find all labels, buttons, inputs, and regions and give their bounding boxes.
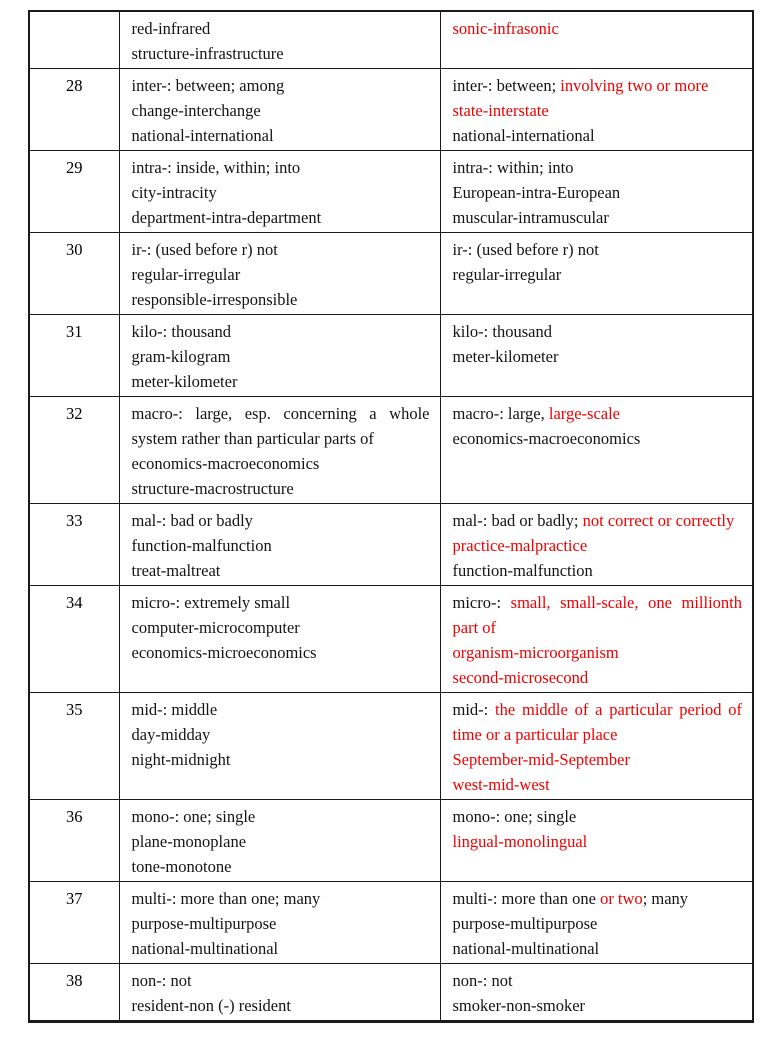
old-definition-cell	[119, 504, 440, 586]
text-line	[132, 98, 430, 123]
plain-text: change-interchange	[131, 101, 261, 120]
row-number: 35	[66, 700, 83, 719]
text-line	[453, 558, 743, 583]
plain-text: ir-: (used before r) not	[131, 240, 278, 259]
text-line	[453, 772, 743, 797]
changed-text: practice-malpractice	[452, 536, 588, 555]
row-number: 33	[66, 511, 83, 530]
prefix-comparison-table	[28, 10, 754, 1023]
table-body	[29, 11, 753, 1022]
plain-text: regular-irregular	[452, 265, 562, 284]
changed-text: September-mid-September	[452, 750, 630, 769]
row-number: 29	[66, 158, 83, 177]
plain-text: intra-: inside, within; into	[131, 158, 301, 177]
row-number-cell	[29, 586, 119, 693]
text-line	[453, 319, 743, 344]
plain-text: mal-: bad or badly	[131, 511, 253, 530]
text-line	[132, 180, 430, 205]
new-definition-cell	[440, 882, 753, 964]
changed-text: involving two or more	[560, 76, 709, 95]
text-line	[132, 508, 430, 533]
old-definition-cell	[119, 11, 440, 69]
plain-text: purpose-multipurpose	[452, 914, 598, 933]
plain-text: mid-:	[452, 700, 496, 719]
old-definition-cell	[119, 882, 440, 964]
plain-text: non-: not	[452, 971, 513, 990]
new-definition-cell	[440, 151, 753, 233]
plain-text: muscular-intramuscular	[452, 208, 609, 227]
plain-text: department-intra-department	[131, 208, 322, 227]
text-line	[132, 590, 430, 615]
plain-text: function-malfunction	[131, 536, 272, 555]
plain-text: ir-: (used before r) not	[452, 240, 599, 259]
plain-text: resident-non (-) resident	[131, 996, 291, 1015]
plain-text: meter-kilometer	[452, 347, 559, 366]
table-row	[29, 800, 753, 882]
text-line	[453, 590, 743, 640]
new-definition-cell	[440, 964, 753, 1022]
plain-text: city-intracity	[131, 183, 217, 202]
plain-text: national-international	[131, 126, 274, 145]
row-number: 38	[66, 971, 83, 990]
text-line	[132, 41, 430, 66]
text-line	[132, 615, 430, 640]
table-row	[29, 504, 753, 586]
plain-text: national-multinational	[452, 939, 600, 958]
text-line	[132, 237, 430, 262]
text-line	[132, 155, 430, 180]
plain-text: meter-kilometer	[131, 372, 238, 391]
text-line	[453, 829, 743, 854]
text-line	[132, 16, 430, 41]
new-definition-cell	[440, 233, 753, 315]
text-line	[132, 640, 430, 665]
plain-text: regular-irregular	[131, 265, 241, 284]
text-line	[132, 73, 430, 98]
row-number-cell	[29, 504, 119, 586]
plain-text: mono-: one; single	[452, 807, 577, 826]
text-line	[132, 287, 430, 312]
text-line	[453, 401, 743, 426]
table-row	[29, 315, 753, 397]
new-definition-cell	[440, 800, 753, 882]
changed-text: organism-microorganism	[452, 643, 619, 662]
plain-text: national-multinational	[131, 939, 279, 958]
text-line	[132, 319, 430, 344]
plain-text: multi-: more than one; many	[131, 889, 321, 908]
text-line	[132, 123, 430, 148]
new-definition-cell	[440, 11, 753, 69]
plain-text: mal-: bad or badly;	[452, 511, 583, 530]
old-definition-cell	[119, 800, 440, 882]
changed-text: not correct or correctly	[582, 511, 735, 530]
plain-text: tone-monotone	[131, 857, 232, 876]
table-row	[29, 151, 753, 233]
plain-text: ; many	[642, 889, 689, 908]
row-number: 37	[66, 889, 83, 908]
plain-text: responsible-irresponsible	[131, 290, 298, 309]
plain-text: micro-: extremely small	[131, 593, 291, 612]
text-line	[132, 993, 430, 1018]
table-row	[29, 586, 753, 693]
plain-text: red-infrared	[131, 19, 211, 38]
table-row	[29, 69, 753, 151]
plain-text: computer-microcomputer	[131, 618, 300, 637]
old-definition-cell	[119, 964, 440, 1022]
text-line	[132, 804, 430, 829]
table-row	[29, 397, 753, 504]
plain-text: mono-: one; single	[131, 807, 256, 826]
text-line	[132, 476, 430, 501]
row-number: 30	[66, 240, 83, 259]
text-line	[132, 829, 430, 854]
text-line	[132, 451, 430, 476]
plain-text: night-midnight	[131, 750, 231, 769]
text-line	[453, 968, 743, 993]
plain-text: purpose-multipurpose	[131, 914, 277, 933]
text-line	[132, 369, 430, 394]
text-line	[453, 237, 743, 262]
row-number-cell	[29, 397, 119, 504]
text-line	[453, 16, 743, 41]
plain-text: plane-monoplane	[131, 832, 247, 851]
plain-text: function-malfunction	[452, 561, 593, 580]
new-definition-cell	[440, 315, 753, 397]
text-line	[132, 911, 430, 936]
old-definition-cell	[119, 69, 440, 151]
text-line	[453, 697, 743, 747]
changed-text: second-microsecond	[452, 668, 589, 687]
old-definition-cell	[119, 397, 440, 504]
text-line	[132, 697, 430, 722]
row-number: 31	[66, 322, 83, 341]
plain-text: treat-maltreat	[131, 561, 221, 580]
plain-text: structure-macrostructure	[131, 479, 294, 498]
changed-text: the middle of a particular period of time or a particular place	[452, 700, 742, 744]
plain-text: European-intra-European	[452, 183, 621, 202]
text-line	[453, 73, 743, 98]
old-definition-cell	[119, 693, 440, 800]
text-line	[453, 98, 743, 123]
row-number-cell	[29, 151, 119, 233]
new-definition-cell	[440, 397, 753, 504]
text-line	[132, 205, 430, 230]
old-definition-cell	[119, 586, 440, 693]
text-line	[453, 344, 743, 369]
text-line	[132, 533, 430, 558]
plain-text: gram-kilogram	[131, 347, 231, 366]
row-number-cell	[29, 800, 119, 882]
changed-text: sonic-infrasonic	[452, 19, 559, 38]
plain-text: micro-:	[452, 593, 511, 612]
text-line	[132, 747, 430, 772]
text-line	[453, 804, 743, 829]
plain-text: day-midday	[131, 725, 211, 744]
table-row	[29, 882, 753, 964]
table-row	[29, 964, 753, 1022]
row-number-cell	[29, 693, 119, 800]
plain-text: economics-macroeconomics	[131, 454, 320, 473]
old-definition-cell	[119, 315, 440, 397]
text-line	[453, 205, 743, 230]
plain-text: economics-microeconomics	[131, 643, 317, 662]
table-row	[29, 11, 753, 69]
row-number-cell	[29, 233, 119, 315]
text-line	[453, 911, 743, 936]
row-number-cell	[29, 11, 119, 69]
text-line	[453, 640, 743, 665]
table-row	[29, 693, 753, 800]
text-line	[132, 262, 430, 287]
text-line	[453, 123, 743, 148]
row-number-cell	[29, 882, 119, 964]
plain-text: kilo-: thousand	[131, 322, 231, 341]
text-line	[453, 180, 743, 205]
text-line	[453, 993, 743, 1018]
new-definition-cell	[440, 504, 753, 586]
text-line	[453, 665, 743, 690]
row-number-cell	[29, 964, 119, 1022]
changed-text: lingual-monolingual	[452, 832, 588, 851]
new-definition-cell	[440, 693, 753, 800]
plain-text: mid-: middle	[131, 700, 218, 719]
new-definition-cell	[440, 586, 753, 693]
text-line	[132, 936, 430, 961]
table-row	[29, 233, 753, 315]
plain-text: intra-: within; into	[452, 158, 574, 177]
text-line	[132, 968, 430, 993]
plain-text: inter-: between; among	[131, 76, 285, 95]
text-line	[453, 155, 743, 180]
text-line	[453, 426, 743, 451]
changed-text: small, small-scale, one millionth part of	[452, 593, 742, 637]
plain-text: non-: not	[131, 971, 192, 990]
changed-text: west-mid-west	[452, 775, 550, 794]
text-line	[132, 558, 430, 583]
text-line	[453, 533, 743, 558]
plain-text: smoker-non-smoker	[452, 996, 586, 1015]
row-number-cell	[29, 315, 119, 397]
changed-text: or two	[600, 889, 643, 908]
text-line	[132, 722, 430, 747]
row-number: 28	[66, 76, 83, 95]
text-line	[132, 854, 430, 879]
old-definition-cell	[119, 233, 440, 315]
plain-text: structure-infrastructure	[131, 44, 284, 63]
row-number: 32	[66, 404, 83, 423]
text-line	[453, 262, 743, 287]
row-number: 36	[66, 807, 83, 826]
text-line	[453, 747, 743, 772]
text-line	[132, 344, 430, 369]
text-line	[132, 886, 430, 911]
plain-text: kilo-: thousand	[452, 322, 552, 341]
plain-text: macro-: large, esp. concerning a whole system rather than particular parts of	[131, 404, 430, 448]
text-line	[453, 508, 743, 533]
plain-text: national-international	[452, 126, 595, 145]
text-line	[453, 886, 743, 911]
plain-text: inter-: between;	[452, 76, 561, 95]
text-line	[453, 936, 743, 961]
plain-text: macro-: large,	[452, 404, 549, 423]
changed-text: large-scale	[548, 404, 621, 423]
row-number: 34	[66, 593, 83, 612]
text-line	[132, 401, 430, 451]
plain-text: multi-: more than one	[452, 889, 601, 908]
new-definition-cell	[440, 69, 753, 151]
changed-text: state-interstate	[452, 101, 549, 120]
row-number-cell	[29, 69, 119, 151]
old-definition-cell	[119, 151, 440, 233]
plain-text: economics-macroeconomics	[452, 429, 641, 448]
